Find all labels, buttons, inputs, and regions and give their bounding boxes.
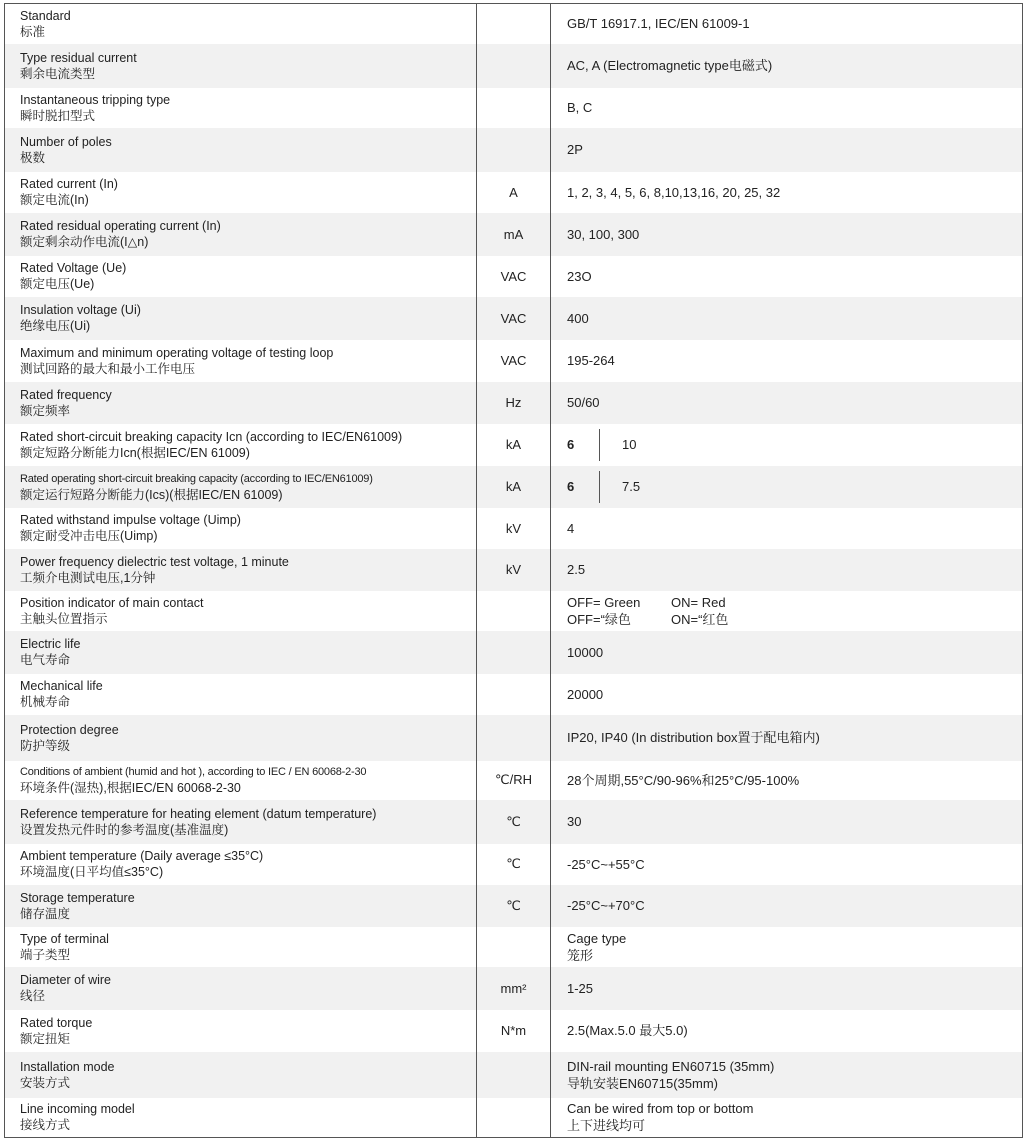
param-value: 20000: [551, 674, 1023, 715]
param-unit: VAC: [477, 340, 551, 382]
param-value: 50/60: [551, 382, 1023, 424]
param-name: [5, 800, 477, 844]
param-name-en: Type of terminal: [20, 931, 109, 946]
indicator-on-en: ON= Red: [671, 594, 726, 610]
param-value: 2.5(Max.5.0 最大5.0): [551, 1010, 1023, 1052]
param-unit: kV: [477, 508, 551, 549]
param-unit: mm²: [477, 967, 551, 1010]
param-value: [551, 1052, 1023, 1098]
spec-table: [4, 3, 1023, 1138]
table-row: [5, 172, 1023, 213]
param-value: 2.5: [551, 549, 1023, 591]
table-row: [5, 1098, 1023, 1138]
param-name: [5, 424, 477, 466]
param-name-zh: 极数: [20, 150, 46, 165]
value-line-zh: 上下进线均可: [567, 1118, 646, 1134]
table-row: [5, 297, 1023, 340]
param-unit: N*m: [477, 1010, 551, 1052]
param-value: -25°C~+70°C: [551, 885, 1023, 927]
param-name: [5, 382, 477, 424]
param-name: [5, 340, 477, 382]
value-line-zh: 笼形: [567, 947, 594, 963]
param-name-en: Line incoming model: [20, 1102, 135, 1117]
table-row: [5, 715, 1023, 761]
table-row: [5, 213, 1023, 256]
param-name-zh: 线径: [20, 989, 46, 1003]
param-unit: ℃: [477, 800, 551, 844]
param-name: [5, 44, 477, 88]
param-value: AC, A (Electromagnetic type电磁式): [551, 44, 1023, 88]
param-name-zh: 剩余电流类型: [20, 66, 96, 81]
param-unit: [477, 591, 551, 631]
param-unit: [477, 927, 551, 967]
param-unit: [477, 1098, 551, 1138]
param-name: [5, 508, 477, 549]
value-line-en: Cage type: [567, 930, 627, 946]
param-name: [5, 1098, 477, 1138]
indicator-on-zh: ON=“红色: [671, 611, 729, 627]
param-name-en: Position indicator of main contact: [20, 595, 204, 610]
param-value: GB/T 16917.1, IEC/EN 61009-1: [551, 4, 1023, 44]
param-unit: ℃/RH: [477, 761, 551, 800]
param-name: [5, 466, 477, 508]
param-name-zh: 接线方式: [20, 1118, 71, 1133]
param-unit: ℃: [477, 885, 551, 927]
param-name: [5, 761, 477, 800]
table-row: [5, 967, 1023, 1010]
param-name: [5, 213, 477, 256]
param-unit: [477, 631, 551, 674]
param-name: [5, 674, 477, 715]
table-row: [5, 549, 1023, 591]
param-name-zh: 瞬时脱扣型式: [20, 108, 96, 123]
param-name-zh: 储存温度: [20, 906, 71, 921]
value-line-en: Can be wired from top or bottom: [567, 1101, 754, 1117]
table-row: [5, 4, 1023, 44]
table-row: [5, 1052, 1023, 1098]
param-unit: A: [477, 172, 551, 213]
indicator-off-en: OFF= Green: [567, 594, 641, 610]
param-value: [551, 466, 1023, 508]
param-name-en: Rated frequency: [20, 387, 112, 402]
param-unit: [477, 674, 551, 715]
param-name-en: Rated torque: [20, 1015, 93, 1030]
param-value: 30, 100, 300: [551, 213, 1023, 256]
param-name-en: Rated short-circuit breaking capacity Icn (according to IEC/EN61009): [20, 429, 403, 444]
param-name-zh: 额定剩余动作电流(I△n): [20, 235, 149, 249]
param-name-zh: 额定电压(Ue): [20, 277, 95, 291]
param-name-zh: 电气寿命: [20, 653, 71, 667]
table-row: [5, 128, 1023, 172]
table-row: [5, 885, 1023, 927]
param-unit: VAC: [477, 256, 551, 297]
table-row: [5, 631, 1023, 674]
param-name: [5, 885, 477, 927]
param-name: [5, 297, 477, 340]
param-unit: [477, 715, 551, 761]
param-unit: kV: [477, 549, 551, 591]
param-name-en: Conditions of ambient (humid and hot ), according to IEC / EN 60068-2-30: [20, 766, 367, 778]
param-name-en: Number of poles: [20, 134, 112, 149]
param-value: 4: [551, 508, 1023, 549]
param-value: -25°C~+55°C: [551, 844, 1023, 885]
param-name-zh: 测试回路的最大和最小工作电压: [20, 361, 196, 376]
param-name: [5, 172, 477, 213]
param-name-zh: 设置发热元件时的参考温度(基准温度): [20, 822, 229, 837]
param-value: [551, 591, 1023, 631]
table-row: [5, 844, 1023, 885]
value-line-en: DIN-rail mounting EN60715 (35mm): [567, 1058, 775, 1074]
param-name-zh: 端子类型: [20, 947, 71, 962]
param-name: [5, 927, 477, 967]
param-name: [5, 256, 477, 297]
param-name-en: Diameter of wire: [20, 973, 111, 987]
param-value: [551, 1098, 1023, 1138]
param-value: [551, 927, 1023, 967]
table-row: [5, 591, 1023, 631]
param-name: [5, 1010, 477, 1052]
param-name-zh: 机械寿命: [20, 695, 71, 709]
param-unit: mA: [477, 213, 551, 256]
value-b: 10: [622, 437, 637, 452]
param-value: 28个周期,55°C/90-96%和25°C/95-100%: [551, 761, 1023, 800]
param-unit: ℃: [477, 844, 551, 885]
param-name-en: Instantaneous tripping type: [20, 92, 171, 107]
param-name-zh: 主触头位置指示: [20, 611, 108, 626]
param-value: 1-25: [551, 967, 1023, 1010]
param-name-en: Rated operating short-circuit breaking capacity (according to IEC/EN61009): [20, 472, 373, 485]
param-value: 2P: [551, 128, 1023, 172]
param-unit: [477, 88, 551, 128]
param-value: 1, 2, 3, 4, 5, 6, 8,10,13,16, 20, 25, 32: [551, 172, 1023, 213]
value-a: 6: [567, 479, 575, 494]
param-name-zh: 额定运行短路分断能力(Ics)(根据IEC/EN 61009): [20, 487, 283, 502]
value-b: 7.5: [622, 479, 641, 494]
param-name-en: Storage temperature: [20, 890, 135, 905]
param-name-en: Maximum and minimum operating voltage of testing loop: [20, 345, 334, 360]
param-name-en: Rated current (In): [20, 177, 118, 191]
table-row: [5, 1010, 1023, 1052]
param-name-en: Protection degree: [20, 722, 119, 737]
param-name-en: Rated residual operating current (In): [20, 219, 221, 233]
param-name-en: Type residual current: [20, 50, 137, 65]
indicator-off-zh: OFF=“绿色: [567, 611, 631, 627]
value-a: 6: [567, 437, 575, 452]
param-name: [5, 88, 477, 128]
table-row: [5, 674, 1023, 715]
table-row: [5, 382, 1023, 424]
param-unit: VAC: [477, 297, 551, 340]
param-name-en: Electric life: [20, 637, 81, 651]
table-row: [5, 761, 1023, 800]
param-unit: Hz: [477, 382, 551, 424]
param-name-zh: 额定电流(In): [20, 193, 89, 207]
value-line-zh: 导轨安装EN60715(35mm): [567, 1075, 718, 1091]
param-name-en: Power frequency dielectric test voltage, 1 minute: [20, 554, 289, 569]
param-name: [5, 4, 477, 44]
param-name-en: Standard: [20, 8, 71, 23]
param-unit: kA: [477, 466, 551, 508]
table-row: [5, 424, 1023, 466]
param-name-en: Rated Voltage (Ue): [20, 261, 127, 275]
param-name: [5, 715, 477, 761]
param-name: [5, 549, 477, 591]
param-name: [5, 967, 477, 1010]
param-unit: [477, 44, 551, 88]
param-name: [5, 631, 477, 674]
table-row: [5, 44, 1023, 88]
param-value: 23O: [551, 256, 1023, 297]
table-row: [5, 340, 1023, 382]
param-name-en: Ambient temperature (Daily average ≤35°C): [20, 849, 264, 863]
param-value: B, C: [551, 88, 1023, 128]
param-name-zh: 安装方式: [20, 1075, 71, 1090]
param-name-en: Insulation voltage (Ui): [20, 303, 141, 317]
param-name-en: Installation mode: [20, 1059, 115, 1074]
table-row: [5, 88, 1023, 128]
param-unit: [477, 4, 551, 44]
table-row: [5, 927, 1023, 967]
param-name-zh: 工频介电测试电压,1分钟: [20, 570, 156, 585]
param-name: [5, 1052, 477, 1098]
param-name-en: Reference temperature for heating element (datum temperature): [20, 806, 377, 821]
param-name: [5, 844, 477, 885]
param-name-zh: 环境条件(湿热),根据IEC/EN 60068-2-30: [20, 781, 241, 795]
param-unit: kA: [477, 424, 551, 466]
table-row: [5, 508, 1023, 549]
table-row: [5, 466, 1023, 508]
param-name-zh: 额定扭矩: [20, 1031, 71, 1046]
param-name-zh: 额定短路分断能力Icn(根据IEC/EN 61009): [20, 445, 250, 460]
param-name-zh: 绝缘电压(Ui): [20, 319, 91, 333]
param-unit: [477, 1052, 551, 1098]
table-row: [5, 800, 1023, 844]
param-name-en: Rated withstand impulse voltage (Uimp): [20, 513, 241, 527]
param-unit: [477, 128, 551, 172]
param-name-zh: 额定频率: [20, 403, 71, 418]
param-value: IP20, IP40 (In distribution box置于配电箱内): [551, 715, 1023, 761]
param-name-zh: 环境温度(日平均值≤35°C): [20, 865, 164, 879]
param-value: 30: [551, 800, 1023, 844]
param-name-zh: 标准: [20, 24, 46, 39]
param-value: 195-264: [551, 340, 1023, 382]
param-value: 400: [551, 297, 1023, 340]
param-name-zh: 防护等级: [20, 738, 71, 753]
param-name: [5, 128, 477, 172]
param-value: 10000: [551, 631, 1023, 674]
param-value: [551, 424, 1023, 466]
param-name-zh: 额定耐受冲击电压(Uimp): [20, 529, 158, 543]
param-name-en: Mechanical life: [20, 679, 103, 693]
param-name: [5, 591, 477, 631]
table-row: [5, 256, 1023, 297]
